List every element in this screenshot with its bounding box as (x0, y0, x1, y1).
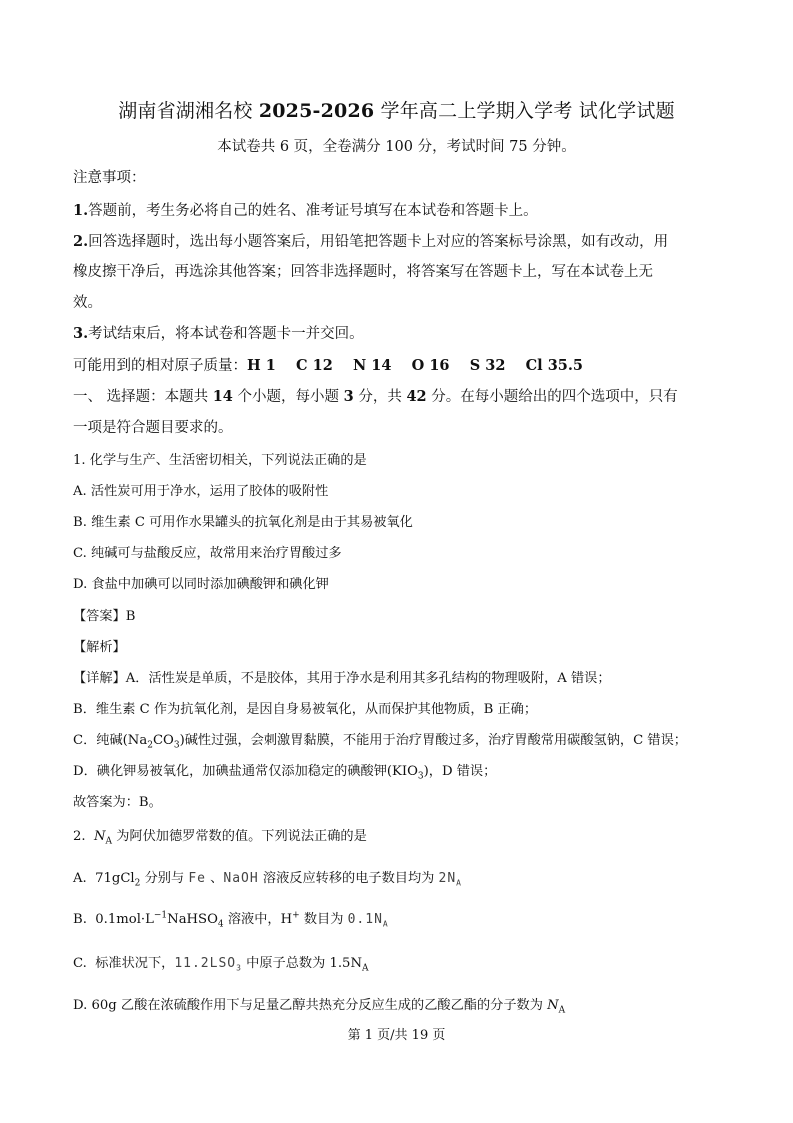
q2-b-4: 数目为 (299, 912, 348, 927)
detail-tag: 【详解】 (73, 671, 126, 686)
title-year: 2025-2026 (258, 100, 375, 122)
q2-na-sub: A (105, 836, 113, 847)
note-2-end: 效。 (73, 295, 102, 311)
sec-count: 14 (212, 388, 233, 405)
q1-option-d: D. 食盐中加碘可以同时添加碘酸钾和碘化钾 (73, 577, 329, 592)
q2-c-val-sub: A (361, 963, 369, 974)
q2-b-sub: 4 (217, 919, 224, 930)
sec-text-4: 分。在每小题给出的四个选项中，只有 (426, 389, 678, 405)
q2-a-label: A. (73, 871, 96, 886)
q2-a-4: 溶液反应转移的电子数目均为 (258, 871, 439, 886)
section-1-instructions (73, 385, 728, 406)
detail-d-1: D．碘化钾易被氧化，加碘盐通常仅添加稳定的碘酸钾(KIO (73, 764, 418, 779)
detail-d-2: )，D 错误； (423, 764, 497, 779)
note-2 (73, 230, 728, 251)
atomic-masses-values: H 1 C 12 N 14 O 16 S 32 Cl 35.5 (247, 357, 584, 374)
q2-a-val: 2N (438, 871, 457, 886)
sec-each: 3 (343, 388, 354, 405)
q2-d-label: D. (73, 998, 92, 1013)
q2-a-fe: Fe (188, 871, 206, 886)
q2-b-hsup: + (292, 910, 300, 921)
q2-a-1: 71gCl (95, 871, 135, 886)
q1-answer (73, 605, 728, 624)
q2-a-3: 、 (205, 871, 224, 886)
exam-info: 本试卷共 6 页，全卷满分 100 分，考试时间 75 分钟。 (217, 139, 576, 155)
detail-d-sub: 3 (417, 771, 424, 782)
answer-tag: 【答案】 (73, 609, 126, 624)
q1-stem: 1. 化学与生产、生活密切相关，下列说法正确的是 (73, 453, 367, 468)
q2-a-val-sub: A (456, 878, 462, 888)
q2-d-text: 60g 乙酸在浓硫酸作用下与足量乙醇共热充分反应生成的乙酸乙酯的分子数为 (91, 998, 548, 1013)
q2-d-na: N (547, 998, 559, 1013)
note-1-text: 答题前，考生务必将自己的姓名、准考证号填写在本试卷和答题卡上。 (88, 203, 538, 219)
q2-b-3: 溶液中， (223, 912, 281, 927)
q2-b-val: 0.1N (347, 912, 383, 927)
q2-b-val-sub: A (382, 919, 389, 929)
sec-text-2: 个小题，每小题 (232, 389, 344, 405)
q1-option-c: C. 纯碱可与盐酸反应，故常用来治疗胃酸过多 (73, 546, 342, 561)
q2-a-2: 分别与 (140, 871, 189, 886)
note-3-number: 3. (73, 325, 89, 342)
sec-text-1: 一、 选择题：本题共 (73, 389, 213, 405)
detail-c-3: )碱性过强，会刺激胃黏膜，不能用于治疗胃酸过多，治疗胃酸常用碳酸氢钠，C 错误； (179, 733, 687, 748)
q2-c-label: C. (73, 956, 96, 971)
note-3 (73, 322, 728, 343)
q1-option-b: B. 维生素 C 可用作水果罐头的抗氧化剂是由于其易被氧化 (73, 515, 413, 530)
q2-c-gas-sub: 3 (236, 963, 242, 973)
q2-c-gas: 11.2LSO (174, 956, 237, 971)
note-2-text-a: 回答选择题时，选出每小题答案后，用铅笔把答题卡上对应的答案标号涂黑，如有改动，用 (88, 234, 669, 250)
q1-detail-d (73, 760, 728, 782)
q2-stem (73, 825, 728, 847)
atomic-masses (73, 354, 728, 375)
q2-c-2: 中原子总数为 (241, 956, 330, 971)
answer-value: B (125, 609, 136, 624)
q2-b-sup: −1 (153, 910, 168, 921)
atomic-masses-label: 可能用到的相对原子质量： (73, 358, 247, 374)
q2-option-b (73, 908, 728, 930)
q2-option-c (73, 952, 728, 974)
q1-detail-a (73, 667, 728, 686)
note-2-number: 2. (73, 233, 89, 250)
note-1-number: 1. (73, 202, 89, 219)
note-3-text: 考试结束后，将本试卷和答题卡一并交回。 (88, 326, 364, 342)
q1-detail-b: B．维生素 C 作为抗氧化剂，是因自身易被氧化，从而保护其他物质，B 正确； (73, 702, 538, 717)
q1-conclusion: 故答案为：B。 (73, 795, 162, 810)
q1-option-a: A. 活性炭可用于净水，运用了胶体的吸附性 (73, 484, 329, 499)
q2-option-a (73, 867, 728, 889)
q2-b-2: NaHSO (167, 912, 218, 927)
q2-stem-text: 为阿伏加德罗常数的值。下列说法正确的是 (112, 829, 367, 844)
q2-na: N (93, 829, 106, 844)
detail-a-text: A．活性炭是单质，不是胶体，其用于净水是利用其多孔结构的物理吸附，A 错误； (125, 671, 611, 686)
note-1 (73, 199, 728, 220)
q1-detail-c (73, 729, 728, 751)
section-1-instructions-cont: 一项是符合题目要求的。 (73, 420, 233, 436)
q2-d-na-sub: A (558, 1005, 566, 1016)
q2-c-val: 1.5N (329, 956, 362, 971)
sec-text-3: 分，共 (353, 389, 407, 405)
page-number: 第 1 页/共 19 页 (347, 1028, 446, 1043)
q2-b-1: 0.1mol·L (95, 912, 154, 927)
q2-number: 2. (73, 829, 94, 844)
detail-c-1: C．纯碱(Na (73, 733, 148, 748)
q2-b-h: H (280, 912, 293, 927)
title-prefix: 湖南省湖湘名校 (118, 100, 259, 122)
detail-c-sub1: 2 (147, 740, 153, 751)
notes-heading: 注意事项： (73, 170, 146, 186)
detail-c-2: CO (152, 733, 174, 748)
q2-b-label: B. (73, 912, 96, 927)
q2-a-sub: 2 (134, 878, 141, 889)
q2-a-naoh: NaOH (223, 871, 259, 886)
detail-c-sub2: 3 (173, 740, 180, 751)
q2-c-1: 标准状况下， (95, 956, 175, 971)
sec-total: 42 (406, 388, 427, 405)
note-2-cont: 橡皮擦干净后，再选涂其他答案；回答非选择题时，将答案写在答题卡上，写在本试卷上无 (73, 264, 653, 280)
q2-option-d (73, 994, 728, 1016)
title-suffix: 学年高二上学期入学考 试化学试题 (374, 100, 675, 122)
document-title (0, 96, 793, 123)
q1-analysis-tag: 【解析】 (73, 640, 126, 655)
